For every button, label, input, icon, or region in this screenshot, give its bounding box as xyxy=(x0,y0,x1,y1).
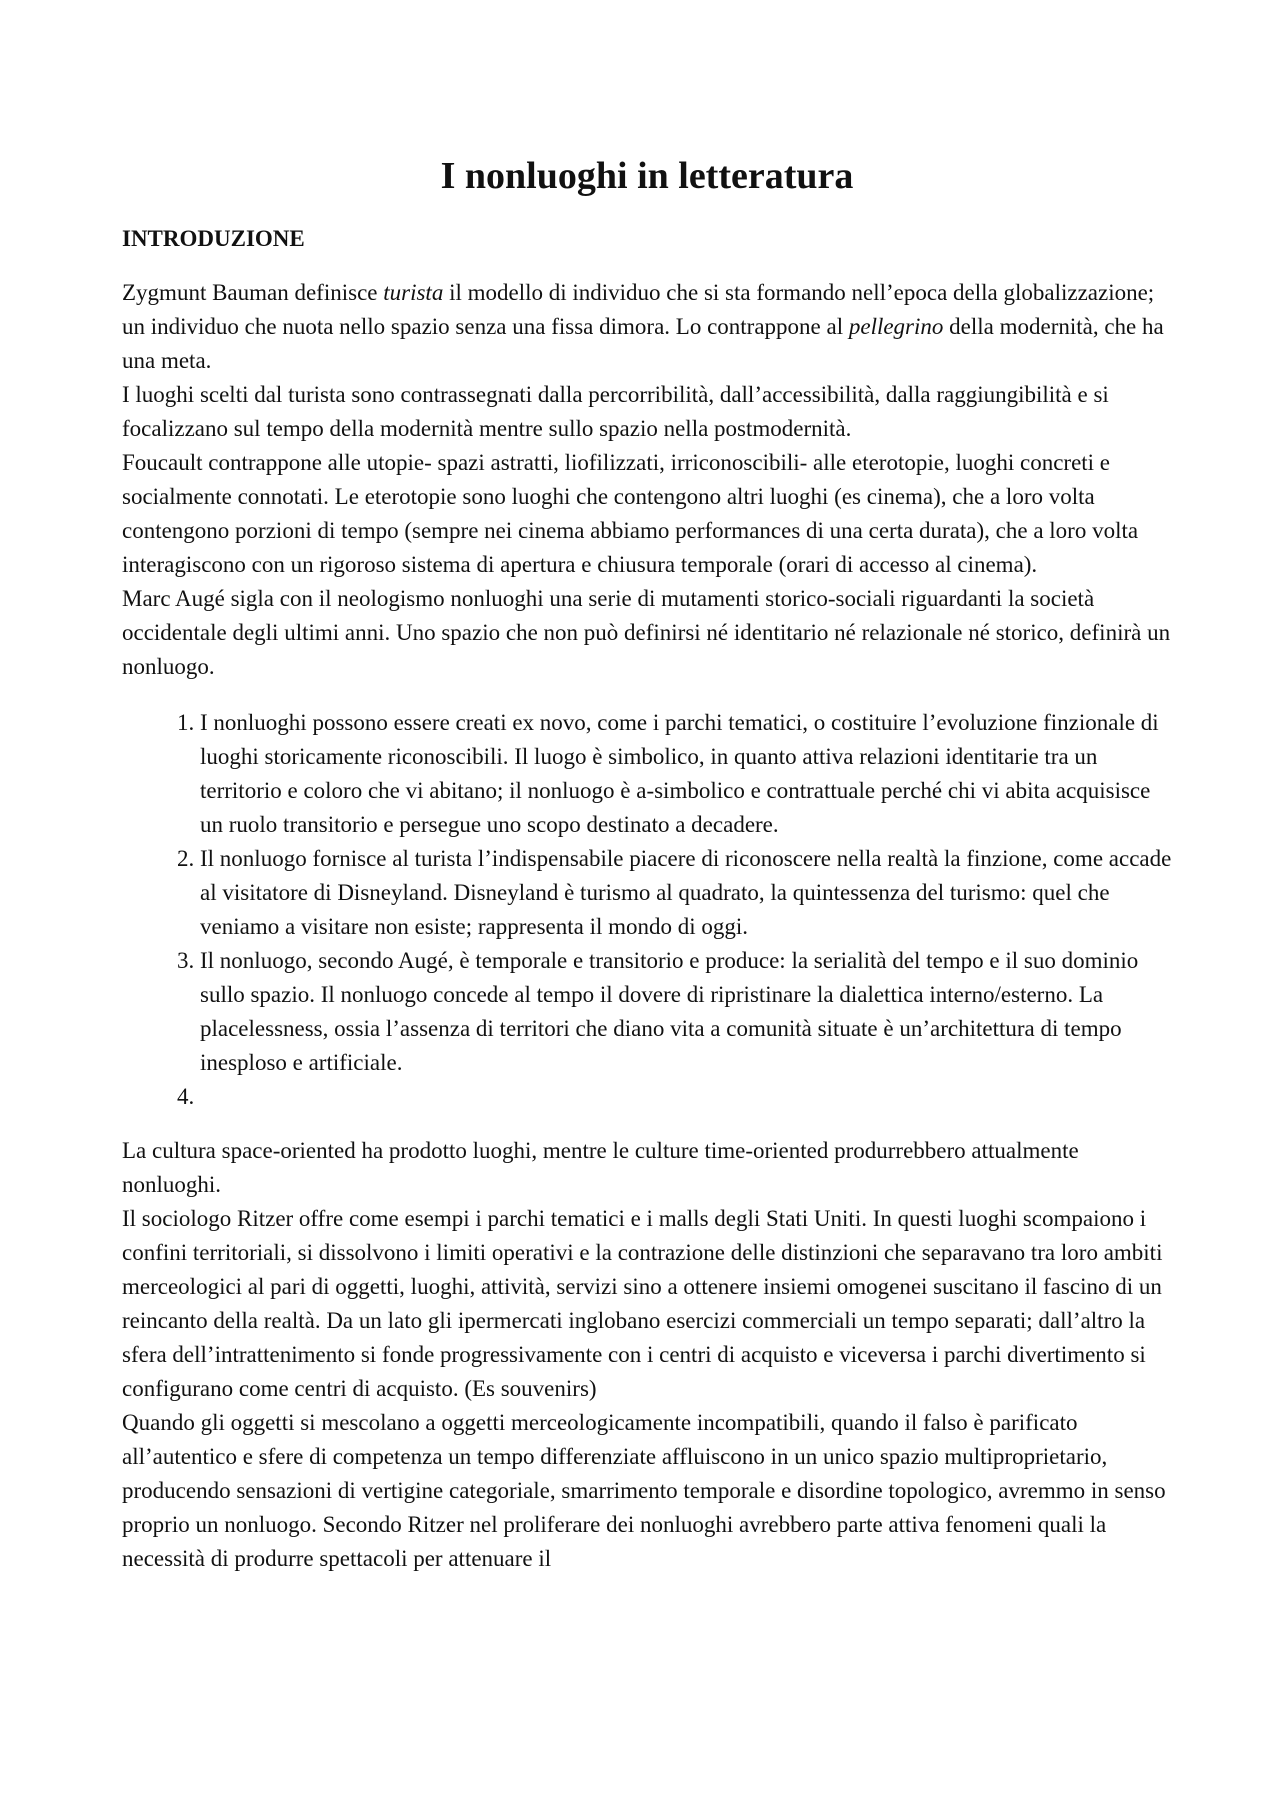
list-item: 1. I nonluoghi possono essere creati ex novo, come i parchi tematici, o costituire l’evoluzione finzionale di luoghi storicamente riconoscibili. Il luogo è simbolico, in quanto attiva relazioni identitarie tra un territorio e coloro che vi abitano; il nonluogo è a-simbolico e contrattuale perché chi vi abita acquisisce un ruolo transitorio e persegue uno scopo destinato a decadere. xyxy=(200,706,1172,842)
intro-paragraph-bauman xyxy=(122,276,1172,378)
list-item: 2. Il nonluogo fornisce al turista l’indispensabile piacere di riconoscere nella realtà la finzione, come accade al visitatore di Disneyland. Disneyland è turismo al quadrato, la quintessenza del turismo: quel che veniamo a visitare non esiste; rappresenta il mondo di oggi. xyxy=(200,842,1172,944)
emphasis-turista: turista xyxy=(383,280,444,305)
text-run: il modello di individuo che si sta formando nell’epoca della globalizzazione; un individuo che nuota nello spazio senza una fissa dimora. Lo contrappone al xyxy=(122,280,1155,339)
text-run: Zygmunt Bauman definisce xyxy=(122,280,384,305)
closing-paragraph-oggetti: Quando gli oggetti si mescolano a oggetti merceologicamente incompatibili, quando il falso è parificato all’autentico e sfere di competenza un tempo differenziate affluiscono in un unico spazio multiproprietario, producendo sensazioni di vertigine categoriale, smarrimento temporale e disordine topologico, avremmo in senso proprio un nonluogo. Secondo Ritzer nel proliferare dei nonluoghi avrebbero parte attiva fenomeni quali la necessità di produrre spettacoli per attenuare il xyxy=(122,1410,1166,1571)
closing-paragraph-space-oriented: La cultura space-oriented ha prodotto luoghi, mentre le culture time-oriented produrrebbero attualmente nonluoghi. xyxy=(122,1138,1079,1197)
intro-paragraph-luoghi: I luoghi scelti dal turista sono contrassegnati dalla percorribilità, dall’accessibilità, dalla raggiungibilità e si focalizzano sul tempo della modernità mentre sullo spazio nella postmodernità. xyxy=(122,382,1109,441)
text-run: della modernità, che ha una meta. xyxy=(122,314,1164,373)
document-page xyxy=(122,150,1172,1576)
section-heading-introduzione: INTRODUZIONE xyxy=(122,226,305,251)
numbered-list xyxy=(122,706,1172,1114)
closing-paragraph-ritzer: Il sociologo Ritzer offre come esempi i parchi tematici e i malls degli Stati Uniti. In questi luoghi scompaiono i confini territoriali, si dissolvono i limiti operativi e la contrazione delle distinzioni che separavano tra loro ambiti merceologici al pari di oggetti, luoghi, attività, servizi sino a ottenere insiemi omogenei suscitano il fascino di un reincanto della realtà. Da un lato gli ipermercati inglobano esercizi commerciali un tempo separati; dall’altro la sfera dell’intrattenimento si fonde progressivamente con i centri di acquisto e viceversa i parchi divertimento si configurano come centri di acquisto. (Es souvenirs) xyxy=(122,1206,1163,1401)
intro-section xyxy=(122,276,1172,684)
intro-paragraph-auge: Marc Augé sigla con il neologismo nonluoghi una serie di mutamenti storico-sociali riguardanti la società occidentale degli ultimi anni. Uno spazio che non può definirsi né identitario né relazionale né storico, definirà un nonluogo. xyxy=(122,586,1171,679)
list-item: 3. Il nonluogo, secondo Augé, è temporale e transitorio e produce: la serialità del tempo e il suo dominio sullo spazio. Il nonluogo concede al tempo il dovere di ripristinare la dialettica interno/esterno. La placelessness, ossia l’assenza di territori che diano vita a comunità situate è un’architettura di tempo inesploso e artificiale. xyxy=(200,944,1172,1080)
intro-paragraph-foucault: Foucault contrappone alle utopie- spazi astratti, liofilizzati, irriconoscibili- alle eterotopie, luoghi concreti e socialmente connotati. Le eterotopie sono luoghi che contengono altri luoghi (es cinema), che a loro volta contengono porzioni di tempo (sempre nei cinema abbiamo performances di una certa durata), che a loro volta interagiscono con un rigoroso sistema di apertura e chiusura temporale (orari di accesso al cinema). xyxy=(122,450,1139,577)
list-item-empty xyxy=(200,1080,1172,1114)
document-title: I nonluoghi in letteratura xyxy=(440,155,854,197)
closing-section xyxy=(122,1134,1172,1576)
emphasis-pellegrino: pellegrino xyxy=(848,314,944,339)
